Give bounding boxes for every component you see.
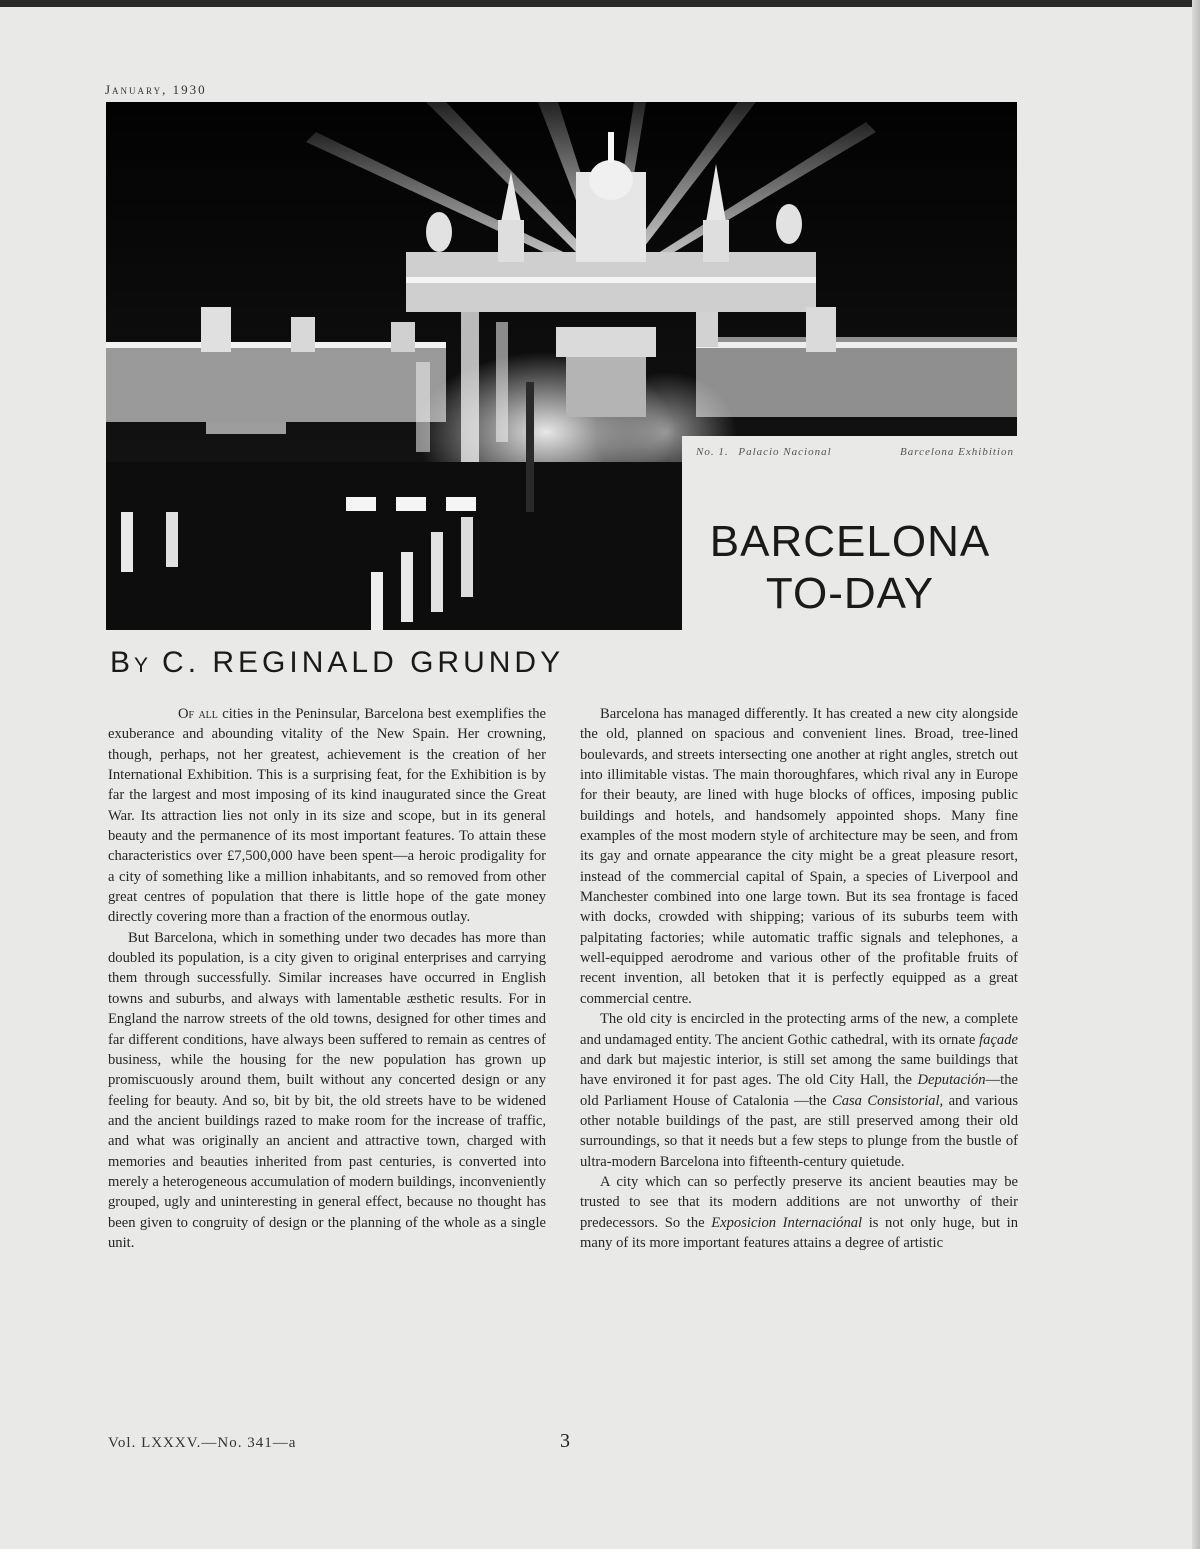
article-column-right: [580, 704, 1018, 1253]
caption-subject: Palacio Nacional: [738, 446, 832, 458]
page-footer-volume: Vol. LXXXV.—No. 341—a: [108, 1435, 297, 1451]
byline-author: C. REGINALD GRUNDY: [162, 646, 565, 679]
photo-caption: [696, 446, 1014, 458]
paragraph: [580, 1009, 1018, 1172]
title-line-1: BARCELONA: [709, 517, 991, 566]
byline-prefix: By: [110, 646, 153, 679]
paragraph-text: and dark but majestic interior, is still set among the same buildings that have environed it for past ages. The old City Hall, the: [580, 1051, 1018, 1089]
article-title: [682, 516, 1018, 620]
page-number: 3: [560, 1430, 570, 1452]
paragraph: [108, 704, 546, 928]
italic-term: façade: [979, 1031, 1018, 1048]
title-block: [682, 436, 1018, 632]
paragraph-lead: Of all: [178, 706, 218, 722]
paragraph-text: is not only huge, but in many of its more important features attains a degree of artistic: [580, 1214, 1018, 1251]
paragraph-text: —the old Parliament House of Catalonia —the: [580, 1072, 1019, 1109]
italic-term: Exposicion Internaciónal: [711, 1214, 863, 1231]
caption-source: Barcelona Exhibition: [900, 446, 1014, 458]
paragraph-text: and various other notable buildings of the past, are still preserved among their old surroundings, so that it needs but a few steps to plunge from the bustle of ultra-modern Barcelona into fifteenth-century quietude.: [580, 1092, 1018, 1170]
article-column-left: [108, 704, 546, 1253]
author-byline: [110, 646, 564, 680]
paragraph: But Barcelona, which in something under two decades has more than doubled its population, is a city given to original enterprises and carrying them through successfully. Similar increases have occurred in English towns and suburbs, and always with lamentable æsthetic results. For in England the narrow streets of the old towns, designed for other times and far different conditions, have always been suffered to remain as centres of business, while the housing for the new population has grown up promiscuously around them, built without any concerted design or any feeling for beauty. And so, bit by bit, the old streets have to be widened and the ancient buildings razed to make room for the increase of traffic, and what was originally an ancient and attractive town, charged with memories and beauties inherited from past centuries, is converted into merely a heterogeneous accumulation of modern buildings, inconveniently grouped, ugly and uninteresting in general effect, because no thought has been given to congruity of design or the planning of the whole as a single unit.: [108, 929, 546, 1251]
title-line-2: TO-DAY: [765, 569, 935, 618]
paragraph: Barcelona has managed differently. It has created a new city alongside the old, planned on spacious and convenient lines. Broad, tree-lined boulevards, and streets intersecting one another at right angles, stretch out into illimitable vistas. The main thoroughfares, which rival any in Europe for their beauty, are lined with huge blocks of offices, imposing public buildings and hotels, and handsomely appointed shops. Many fine examples of the most modern style of architecture may be seen, and from its gay and ornate appearance the city might be a great pleasure resort, instead of the commercial capital of Spain, a species of Liverpool and Manchester combined into one large town. But its sea frontage is faced with docks, crowded with shipping; various of its suburbs teem with palpitating factories; while automatic traffic signals and telephones, a well-equipped aerodrome and various other of the profitable fruits of recent invention, all betoken that it is perfectly equipped as a great commercial centre.: [580, 706, 1018, 1007]
paragraph-text: cities in the Peninsular, Barcelona best exemplifies the exuberance and abounding vitality of the New Spain. Her crowning, though, perhaps, not her greatest, achievement is the creation of her International Exhibition. This is a surprising feat, for the Exhibition is by far the largest and most imposing of its kind inaugurated since the Great War. Its attraction lies not only in its size and scope, but in its general beauty and the permanence of its most important features. To attain these characteristics over £7,500,000 have been spent—a heroic prodigality for a city of something like a million inhabitants, and so removed from other great centres of population that there is little hope of the gate money directly covering more than a fraction of the enormous outlay.: [108, 706, 546, 926]
italic-term: Casa Consistorial,: [831, 1092, 944, 1109]
page-right-edge: [1192, 0, 1200, 1549]
page-header-date: January, 1930: [105, 82, 207, 97]
italic-term: Deputación: [917, 1072, 986, 1089]
paragraph-text: A city which can so perfectly preserve its ancient beauties may be trusted to see that its modern additions are not unworthy of their predecessors. So the: [580, 1173, 1018, 1231]
paragraph-text: The old city is encircled in the protecting arms of the new, a complete and undamaged entity. The ancient Gothic cathedral, with its ornate: [580, 1011, 1018, 1048]
paragraph: [580, 1172, 1018, 1253]
page-top-edge: [0, 0, 1200, 7]
caption-number: No. 1.: [696, 446, 729, 458]
